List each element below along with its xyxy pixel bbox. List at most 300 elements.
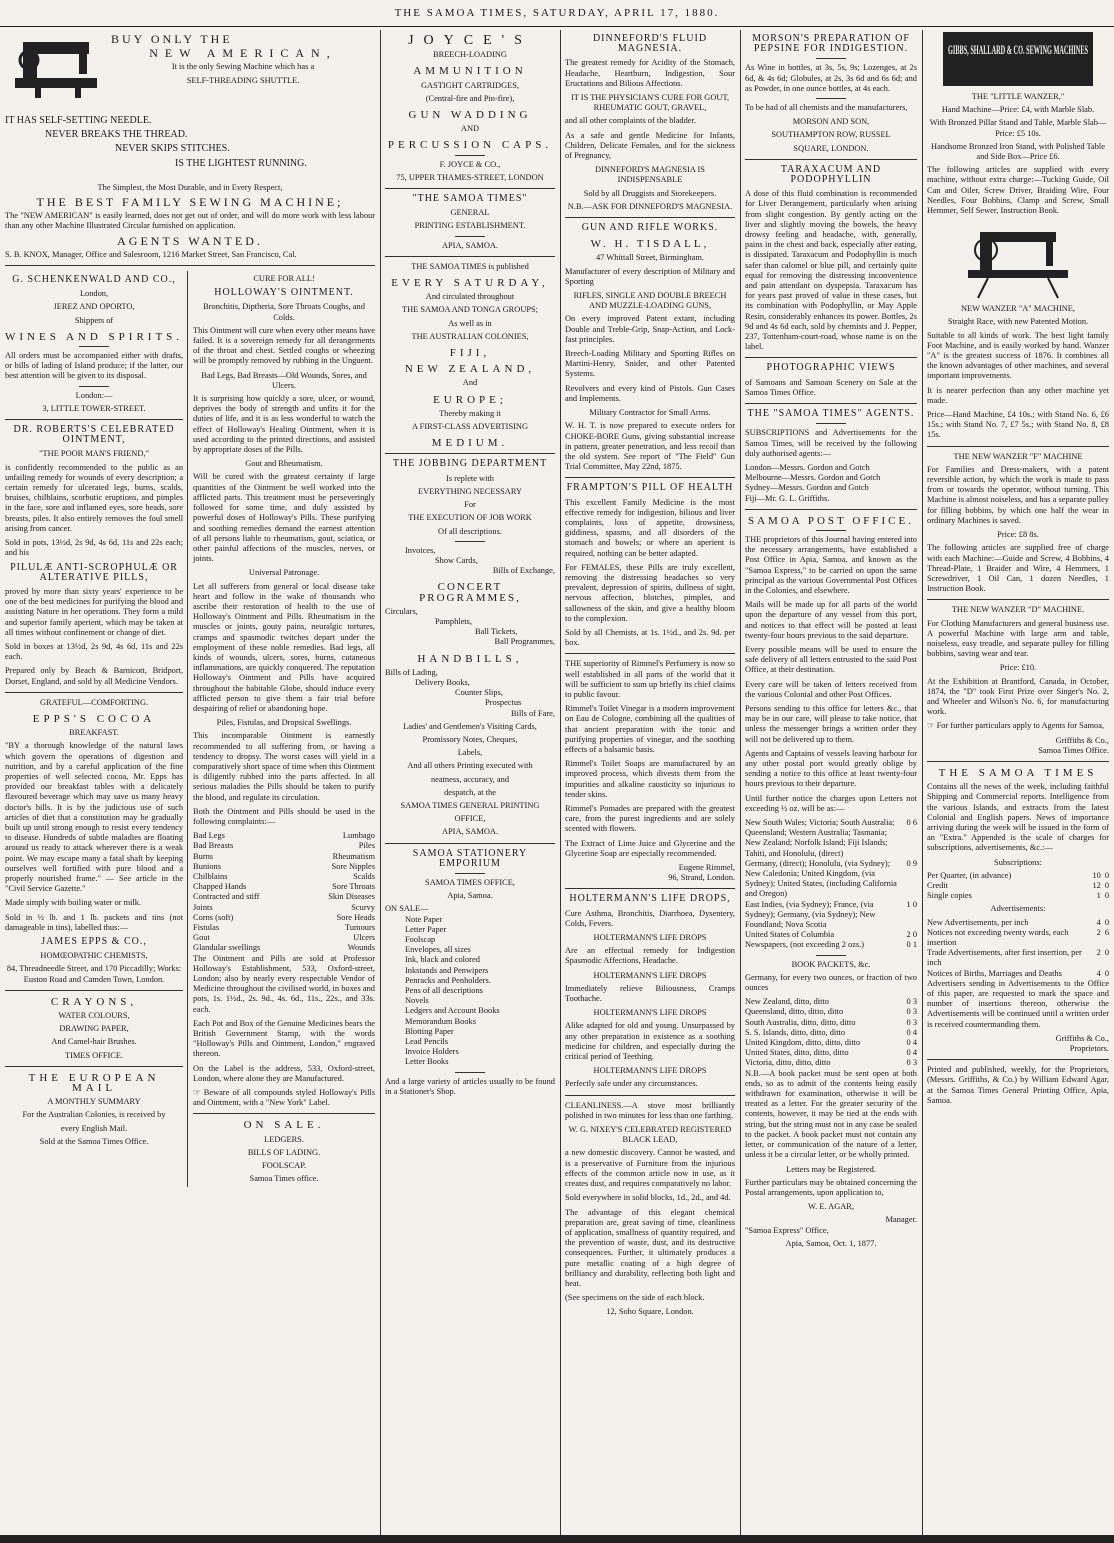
ad-text: W. G. NIXEY'S CELEBRATED REGISTERED BLACK LEAD, <box>568 1125 732 1145</box>
ad-heading: WINES AND SPIRITS. <box>5 330 184 343</box>
complaint-row-cell: Ulcers <box>353 933 375 943</box>
ad-heading: NEW ZEALAND, <box>404 363 536 376</box>
ad-signature: W. E. AGAR, <box>808 1202 854 1212</box>
complaint-row-cell: Joints <box>193 902 213 912</box>
ad-text: HOLTERMANN'S LIFE DROPS <box>593 970 707 980</box>
stationery-item: Ink, black and colored <box>405 955 480 965</box>
postal-rate-row-cell: United States of Columbia <box>745 930 835 940</box>
ad-heading: THE JOBBING DEPARTMENT <box>392 458 548 470</box>
postal-rate-row <box>745 930 917 940</box>
subscription-row-cell: 0 <box>1104 870 1109 880</box>
logo-text-line1: GIBBS, SHALLARD & CO. SEWING MACHINES <box>948 42 1088 57</box>
ad-heading: AMMUNITION <box>413 65 527 78</box>
ad-heading: CRAYONS, <box>50 995 138 1008</box>
book-rate-row <box>745 1048 917 1058</box>
ad-heading: THE BEST FAMILY SEWING MACHINE; <box>36 195 344 210</box>
ad-heading: JAMES EPPS & CO., <box>41 936 147 947</box>
agent-entry: London—Messrs. Gordon and Gotch <box>745 462 870 472</box>
ad-body: SUBSCRIPTIONS and Advertisements for the Samoa Times, will be received by the following duly authorised agents:— <box>745 428 917 458</box>
ad-body: It is nearer perfection than any other machine yet made. <box>927 385 1109 405</box>
ad-heading: ON SALE. <box>243 1119 325 1132</box>
ad-text: And all others Printing executed with <box>407 761 533 771</box>
ad-heading: W. H. TISDALL, <box>590 238 710 251</box>
subscription-row-cell: 1 <box>1096 891 1101 901</box>
complaint-row <box>193 841 375 851</box>
ad-body: On the Label is the address, 533, Oxford-street, London, where alone they are Manufactured. <box>193 1063 375 1083</box>
book-rates-table <box>745 997 917 1068</box>
ad-text: A MONTHLY SUMMARY <box>47 1097 141 1107</box>
advertisement-row-cell: 0 <box>1104 948 1109 958</box>
column-5 <box>742 30 920 1535</box>
agent-entry: Melbourne—Messrs. Gordon and Gotch <box>745 473 881 483</box>
complaint-row-cell: Glandular swellings <box>193 943 261 953</box>
ad-text: HOLTERMANN'S LIFE DROPS <box>593 1066 707 1076</box>
advertisement-row-cell: 0 <box>1104 968 1109 978</box>
ad-text: THE AUSTRALIAN COLONIES, <box>411 331 529 341</box>
complaint-row-cell: Rheumatism <box>332 851 375 861</box>
ad-text: THE SAMOA TIMES is published <box>411 261 529 271</box>
complaint-row <box>193 831 375 841</box>
complaint-row-cell: Fistulas <box>193 923 220 933</box>
complaint-row-cell: Gout <box>193 933 210 943</box>
ad-text: BILLS OF LADING. <box>247 1147 321 1157</box>
ad-text: Straight Race, with new Patented Motion. <box>947 317 1089 327</box>
ad-text: N.B.—ASK FOR DINNEFORD'S MAGNESIA. <box>567 201 733 211</box>
advertisement-row-cell: Notices not exceeding twenty words, each insertion <box>927 927 1069 947</box>
ad-body: a new domestic discovery. Cannot be wasted, and is a preservative of Furniture from the injurious effects of the common article now in use, as it creates dust, and requires comparatively no labor. <box>565 1148 735 1189</box>
ad-heading: JOYCE'S <box>408 33 532 48</box>
ad-body: Perfectly safe under any circumstances. <box>565 1079 698 1089</box>
ad-body: Breech-Loading Military and Sporting Rifles on Martini-Henry, Snider, and other Patented Systems. <box>565 349 735 379</box>
complaint-row <box>193 933 375 943</box>
ad-text: And circulated throughout <box>425 292 515 302</box>
ad-body: (See specimens on the side of each block. <box>565 1293 705 1303</box>
ad-heading: TARAXACUM AND PODOPHYLLIN <box>780 163 882 186</box>
postal-rate-row-cell: 0 9 <box>906 858 917 868</box>
ad-heading: SAMOA STATIONERY EMPORIUM <box>412 847 528 869</box>
subscription-row-cell: Credit <box>927 880 948 890</box>
ad-address: 96, Strand, London. <box>668 873 735 883</box>
subscription-row <box>927 871 1109 881</box>
ad-body: Sold by all Chemists, at 1s. 1½d., and 2s. 9d. per box. <box>565 627 735 648</box>
ad-heading: NEW WANZER "A" MACHINE, <box>961 304 1075 314</box>
postal-rate-row-cell: East Indies, (via Sydney); France, (via Sydney); Germany, (via Sydney); New Foundland; Nova Scotia <box>745 899 876 930</box>
ad-heading: PERCUSSION CAPS. <box>387 139 553 152</box>
postal-rate-row <box>745 818 917 859</box>
ad-text: Delivery Books, <box>415 677 470 687</box>
postal-rate-row-cell: Newspapers, (not exceeding 2 ozs.) <box>745 940 865 950</box>
ad-text: It is the only Sewing Machine which has a <box>171 62 315 72</box>
ad-text: SELF-THREADING SHUTTLE. <box>186 75 300 85</box>
stationery-item: Note Paper <box>405 914 443 924</box>
ad-text: HOLTERMANN'S LIFE DROPS <box>593 933 707 943</box>
column-3 <box>382 30 558 1535</box>
column-1 <box>2 30 378 1535</box>
subscription-row-cell: 0 <box>1104 880 1109 890</box>
ad-text: Bills of Lading, <box>385 667 438 677</box>
postal-rate-row-cell: 1 0 <box>906 899 917 909</box>
complaint-row-cell: Chapped Hands <box>193 882 247 892</box>
book-rate-row <box>745 1058 917 1068</box>
advertisement-row-cell: 4 <box>1096 968 1101 978</box>
ad-text: London, <box>79 289 109 299</box>
ad-body: Until further notice the charges upon Letters not exceeding ½ oz. will be as:— <box>745 793 917 813</box>
ad-text: Gout and Rheumatism. <box>245 459 323 469</box>
ad-body: It is surprising how quickly a sore, ulcer, or wound, deprives the body of strength and unfits it for the duties of life, and it is as less wonderful to watch the effect of Holloway's Healing Ointment, when it is used according to the printed directions, and assisted by appropriate doses of the Pills. <box>193 394 375 455</box>
postal-rate-row <box>745 859 917 900</box>
ad-feature: NEVER SKIPS STITCHES. <box>115 143 230 155</box>
ad-body: The "NEW AMERICAN" is easily learned, does not get out of order, and will do more work with less labour than any other Machine Illustrated Circular furnished on application. <box>5 211 375 231</box>
ad-text: Ladies' and Gentlemen's Visiting Cards, <box>403 721 537 731</box>
subscription-row-cell: Per Quarter, (in advance) <box>927 870 1012 880</box>
wanzer-machine-icon <box>958 220 1078 300</box>
ad-heading: GUN AND RIFLE WORKS. <box>581 222 719 234</box>
ad-body: of Samoans and Samoan Scenery on Sale at the Samoa Times Office. <box>745 377 917 397</box>
ad-body: Suitable to all kinds of work. The best light family Foot Machine, and is easily worked by hand. Wanzer "A" is the greatest success of 1876. It combines all the known advantages of other machines, and several important improvements. <box>927 330 1109 381</box>
ad-text: GRATEFUL—COMFORTING. <box>39 697 149 707</box>
subscription-row-cell: Single copies <box>927 891 972 901</box>
ad-signature: Griffiths & Co., <box>1055 735 1109 745</box>
ad-address: 3, LITTLE TOWER-STREET. <box>42 403 146 413</box>
ad-text: As well as in <box>448 318 492 328</box>
ad-text: DRAWING PAPER, <box>59 1024 129 1034</box>
complaint-row <box>193 862 375 872</box>
ad-body: N.B.—A book packet must be sent open at both ends, so as to admit of the contents being easily withdrawn for examination, otherwise it will be treated as a letter. For the greater security of the contents, however, it may be tied at the ends with string, but the string must not in any case be sealed to the packet. A book packet must not contain any letter, or communication of the nature of a letter, unless it be a circular letter, or be wholly printed. <box>745 1068 917 1160</box>
sewing-machines-logo <box>943 32 1093 86</box>
postal-rates-table <box>745 818 917 951</box>
postal-rate-row <box>745 900 917 931</box>
ad-text: Bills of Fare, <box>511 708 555 718</box>
book-rate-row-cell: 0 3 <box>906 1017 917 1027</box>
ad-body: Germany, for every two ounces, or fraction of two ounces <box>745 972 917 993</box>
agent-entry: Fiji—Mr. G. L. Griffiths. <box>745 493 830 503</box>
complaint-row-cell: Scalds <box>353 872 375 881</box>
ad-body: Price—Hand Machine, £4 10s.; with Stand No. 6, £6 15s.; with Stand No. 7, £7 5s.; with Stand No. 8, £8 15s. <box>927 410 1109 440</box>
stationery-item: Pens of all descriptions <box>405 986 483 996</box>
stationery-item: Lead Pencils <box>405 1037 449 1047</box>
stationery-item: Penracks and Penholders. <box>405 975 491 985</box>
book-rate-row <box>745 1018 917 1028</box>
ad-text: BREAKFAST. <box>69 728 119 738</box>
ad-body: Prepared only by Beach & Barnicott, Bridport, Dorset, England, and sold by all Medicine Vendors. <box>5 666 184 686</box>
stationery-item: Memorandum Books <box>405 1016 476 1026</box>
agent-entry: Sydney—Messrs. Gordon and Gotch <box>745 483 869 493</box>
book-rate-row-cell: S. S. Islands, ditto, ditto, ditto <box>745 1027 846 1037</box>
ad-text: Bronchitis, Diptheria, Sore Throats Coughs, and Colds. <box>203 302 365 322</box>
complaints-list <box>193 831 375 953</box>
ad-body: Let all sufferers from general or local disease take heart and follow in the wake of thousands who ascribe their restoration of health to the use of Holloway's Ointment and Pills. Rheumatism in the muscles or joints, gouty pains, neuralgic tortures, cramps and spasmodic twitches depart under the employment of these noble remedies. Bad legs, all kinds of wounds, ulcers, sores, burns, cutaneous inflammations, are quickly conquered. The reputation Holloway's Ointment and Pills have acquired throughout the habitable Globe, should induce every afflicted person to give them a fair trial before despairing of relief or abandoning hope. <box>193 581 375 713</box>
ad-body: This Ointment will cure when every other means have failed. It is a sovereign remedy for all derangements of the throat and chest. Settled coughs or wheezing will be promptly removed by rubbing in the Unguent. <box>193 325 375 366</box>
advertisement-row-cell: 4 <box>1096 917 1101 927</box>
ad-feature: IT HAS SELF-SETTING NEEDLE. <box>5 115 152 126</box>
subscription-row <box>927 891 1109 901</box>
ad-text: SQUARE, LONDON. <box>793 143 869 153</box>
book-rate-row-cell: Victoria, ditto, ditto, ditto <box>745 1058 831 1068</box>
column-1a <box>5 271 188 1187</box>
advertisement-row-cell: 0 <box>1104 917 1109 927</box>
book-rate-row-cell: 0 3 <box>906 1058 917 1068</box>
ad-heading: THE "LITTLE WANZER," <box>971 92 1065 101</box>
complaint-row-cell: Sore Nipples <box>331 861 375 871</box>
ad-body: The Ointment and Pills are sold at Professor Holloway's Establishment, 533, Oxford-street, London; also by nearly every respectable Vendor of Medicine throughout the civilised world, in boxes and pots, 1s. 1½d., 2s. 9d., 4s. 6d., 11s., 22s., and 33s. each. <box>193 953 375 1014</box>
ad-text: despatch, at the <box>444 787 496 797</box>
complaint-row-cell: Skin Diseases <box>328 892 375 902</box>
ad-text: And <box>462 378 478 388</box>
book-rate-row <box>745 1028 917 1038</box>
ad-text: Of all descriptions. <box>438 526 502 536</box>
ad-text: FOOLSCAP. <box>262 1161 307 1171</box>
complaint-row <box>193 872 375 882</box>
complaint-row <box>193 882 375 892</box>
complaint-row-cell: Lumbago <box>342 831 375 841</box>
ad-body: ☞ For further particulars apply to Agents for Samoa, <box>927 721 1105 731</box>
ad-body: Made simply with boiling water or milk. <box>5 898 142 908</box>
ad-text: every English Mail. <box>60 1123 128 1133</box>
ad-text: THE SAMOA AND TONGA GROUPS; <box>401 305 539 315</box>
ad-body: Rimmel's Toilet Vinegar is a modern improvement on Eau de Cologne, combining all the qualities of that ancient preparation with the tonic and purifying properties of vinegar, and the soothing effects of a balsamic basis. <box>565 704 735 754</box>
ad-body: For Families and Dress-makers, with a patent reversible action, by which the work is made to pass from or towards the operator, without turning. This Machine is almost noiseless, and has a separate pulley for filling bobbins, by which one half the wear in ordinary Machines is saved. <box>927 464 1109 525</box>
advertisement-row <box>927 969 1109 979</box>
ad-body: And a large variety of articles usually to be found in a Stationer's Shop. <box>385 1076 555 1096</box>
ad-text: Labels, <box>457 748 483 758</box>
stationery-item: Letter Books <box>405 1057 449 1067</box>
ad-text: Counter Slips, <box>455 688 503 698</box>
ad-text: Show Cards, <box>435 555 478 565</box>
ad-feature: IS THE LIGHTEST RUNNING. <box>175 157 307 169</box>
ad-text: THE EXECUTION OF JOB WORK <box>408 513 532 523</box>
ad-body: Contains all the news of the week, including faithful Shipping and Commercial reports. Intelligence from the various Islands, and extracts from the latest Colonial and English papers. News of importance arriving during the week will be issued in the form of an "Extra." Appended is the scale of charges for subscriptions, advertisements, &c.:— <box>927 782 1109 853</box>
ad-text: Shippers of <box>74 315 114 325</box>
ad-body: Manufacturer of every description of Military and Sporting <box>565 266 735 286</box>
ad-text: JEREZ AND OPORTO, <box>53 302 135 312</box>
book-rate-row-cell: 0 3 <box>906 1007 917 1017</box>
ad-heading: DINNEFORD'S FLUID MAGNESIA. <box>592 33 708 55</box>
ad-text: With Bronzed Pillar Stand and Table, Marble Slab—Price: £5 10s. <box>929 118 1107 138</box>
ad-body: THE proprietors of this Journal having entered into the necessary arrangements, have established a Post Office in Apia, Samoa, and known as the "Samoa Express," to be carried on upon the same principal as the various Governmental Post Offices in the Colonies, and elsewhere. <box>745 534 917 595</box>
ad-body: The following articles are supplied free of charge with each Machine:—Guide and Screw, 4 Bobbins, 4 Thread-Plate, 1 Braider and Wire, 4 Hemmers, 1 Screwdriver, 1 Oil Can, 1 dozen Needles, 1 Instruction Book. <box>927 543 1109 594</box>
ad-body: As a safe and gentle Medicine for Infants, Children, Delicate Females, and for the sickness of Pregnancy, <box>565 130 735 161</box>
advertisement-row-cell: Trade Advertisements, after first insertion, per inch <box>927 948 1082 968</box>
ad-text: Samoa Times office. <box>249 1174 319 1184</box>
postal-rate-row <box>745 940 917 950</box>
ad-text: Sold at the Samoa Times Office. <box>39 1136 149 1146</box>
ad-body: ☞ Beware of all compounds styled Holloway's Pills and Ointment, with a "New York" Label. <box>193 1088 375 1108</box>
ad-text: Advertisements: <box>990 904 1046 914</box>
ad-address: 75, UPPER THAMES-STREET, LONDON <box>396 172 544 182</box>
advertisement-row-cell: Notices of Births, Marriages and Deaths <box>927 968 1062 978</box>
ad-body: All orders must be accompanied either with drafts, or bills of lading of Island produce; if the latter, our best attention will be given to its disposal. <box>5 351 184 381</box>
ad-body: The Extract of Lime Juice and Glycerine and the Glycerine Soap are especially recommended. <box>565 838 735 858</box>
ad-text: Thereby making it <box>439 408 501 418</box>
ad-text: Sold by all Druggists and Storekeepers. <box>583 188 717 198</box>
ad-date: Apia, Samoa, Oct. 1, 1877. <box>785 1238 877 1248</box>
advertisement-row <box>927 928 1109 948</box>
ad-signature: Eugene Rimmel, <box>678 863 735 873</box>
complaint-row-cell: Corns (soft) <box>193 912 234 922</box>
ad-body: The greatest remedy for Acidity of the Stomach, Headache, Heartburn, Indigestion, Sour Eructations and Bilious Affections. <box>565 58 735 88</box>
ad-text: Pamphlets, <box>435 616 472 626</box>
ad-text: Letters may be Registered. <box>786 1164 876 1174</box>
ad-text: Prospectus <box>485 698 522 708</box>
ad-body: This excellent Family Medicine is the most effective remedy for indigestion, bilious and liver complaints, loss of appetite, drowsiness, giddiness, spasms, and all disorders of the stomach and bowels; or where an aperient is required, nothing can be better adapted. <box>565 497 735 558</box>
ad-title: BUY ONLY THE <box>111 32 233 46</box>
ad-text: F. JOYCE & CO., <box>439 159 501 169</box>
subscriptions-table <box>927 871 1109 902</box>
complaint-row-cell: Sore Throats <box>332 882 375 892</box>
ad-heading: GUN WADDING <box>408 109 532 122</box>
complaint-row <box>193 923 375 933</box>
stationery-item: Invoice Holders <box>405 1047 459 1057</box>
complaint-row-cell: Contracted and stiff <box>193 892 260 902</box>
ad-body: Each Pot and Box of the Genuine Medicines bears the British Government Stamp, with the words "Holloway's Pills and Ointment, London," engraved thereon. <box>193 1018 375 1059</box>
ad-text: LEDGERS. <box>264 1134 304 1144</box>
ad-text: Bills of Exchange, <box>492 566 555 576</box>
ad-body: This incomparable Ointment is earnestly recommended to all suffering from, or having a tendency to dropsy. The worst cases will yield in a comparatively short space of time when this Ointment is diligently rubbed into the parts affected. In all serious maladies the Pills should be taken to purify the blood, and regulate its circulation. <box>193 731 375 802</box>
ad-body: The following articles are supplied with every machine, without extra charge:—Tucking Guide, Oil Can and Oiler, Screw Driver, Braiding Wire, Four Needles, Four Bobbins, Clamp and Screw, Small Hemmer, Self Sewer, Instruction Book. <box>927 165 1109 216</box>
ad-body: Are an effectual remedy for Indigestion Spasmodic Affections, Headache. <box>565 946 735 966</box>
ad-body: proved by more than sixty years' experience to be one of the best medicines for purifying the blood and assisting Nature in her operations. They form a mild and superior family aperient, which may be taken at all times without confinement or change of diet. <box>5 586 184 637</box>
book-rate-row-cell: Queensland, ditto, ditto, ditto <box>745 1007 844 1017</box>
postal-rate-row-cell: 0 1 <box>906 940 917 950</box>
complaint-row <box>193 852 375 862</box>
ad-text: And Camel-hair Brushes. <box>51 1037 137 1047</box>
ad-text: Handsome Bronzed Iron Stand, with Polished Table and Side Box—Price £6. <box>931 141 1105 162</box>
complaint-row-cell: Burns <box>193 851 214 861</box>
stationery-item: Blotting Paper <box>405 1026 454 1036</box>
book-rate-row-cell: New Zealand, ditto, ditto <box>745 997 829 1007</box>
ad-text: GENERAL <box>450 208 490 218</box>
book-rate-row-cell: 0 4 <box>906 1038 917 1048</box>
ad-text: Circulars, <box>385 606 418 616</box>
ad-heading: THE SAMOA TIMES <box>938 766 1098 779</box>
advertisement-row-cell: New Advertisements, per inch <box>927 917 1029 927</box>
ad-text: Price: £10. <box>999 663 1037 673</box>
ad-body: Mails will be made up for all parts of the world upon the departure of any vessel from this port, and notices to that effect will be posted at least twenty-four hours previous to the said departure. <box>745 600 917 640</box>
ad-body: and all other complaints of the bladder. <box>565 116 696 126</box>
ad-text: GASTIGHT CARTRIDGES, <box>421 80 519 90</box>
ad-body: Advertisers sending in Advertisements to the Office of this paper, are requested to mark the space and number of insertions thereon, otherwise the Advertisements will be continued until a written order is received countermanding them. <box>927 978 1109 1029</box>
ad-heading: G. SCHENKENWALD AND CO., <box>12 274 176 286</box>
ad-body: is confidently recommended to the public as an unfailing remedy for wounds of every description; a certain remedy for ulcerated legs, burns, scalds, bruises, chilblains, scorbutic eruptions, and pimples in the face, sore and inflamed eyes, sore heads, sore breasts, piles. It also entirely removes the foul smell arising from cancer. <box>5 462 184 533</box>
ad-text: For the Australian Colonies, is received by <box>22 1110 166 1120</box>
postal-rate-row-cell: Germany, (direct); Honolulu, (via Sydney); New Caledonia; United Kingdom, (via Sydney); United States, (including California and Oregon) <box>745 858 897 899</box>
ad-heading: MORSON'S PREPARATION OF PEPSINE FOR INDIGESTION. <box>752 33 910 55</box>
ad-brand: NEW AMERICAN, <box>149 46 337 61</box>
ad-body: On every improved Patent extant, including Double and Treble-Grip, Snap-Action, and Lock-fast principles. <box>565 314 735 344</box>
ad-body: To be had of all chemists and the manufacturers, <box>745 103 908 113</box>
stationery-item: Foolscap <box>405 935 436 944</box>
ad-text: London:— <box>75 390 113 400</box>
ad-heading: EVERY SATURDAY, <box>391 277 549 290</box>
ad-body: Sold in boxes at 13½d, 2s 9d, 4s 6d, 11s and 22s each. <box>5 641 184 662</box>
ad-text: Price: £8 8s. <box>997 530 1039 540</box>
ad-heading: EPPS'S COCOA <box>32 712 156 725</box>
ad-feature: NEVER BREAKS THE THREAD. <box>45 129 188 141</box>
ad-text: HOLTERMANN'S LIFE DROPS <box>593 1008 707 1018</box>
ad-text: (Central-fire and Pin-fire), <box>425 93 515 103</box>
ad-text: IT IS THE PHYSICIAN'S CURE FOR GOUT, RHEUMATIC GOUT, GRAVEL, <box>570 93 730 113</box>
book-rate-row <box>745 1038 917 1048</box>
ad-heading: DR. ROBERTS'S CELEBRATED OINTMENT, <box>13 424 175 446</box>
ad-text: Subscriptions: <box>994 857 1042 867</box>
advertisement-row-cell: 2 <box>1096 948 1101 958</box>
stationery-item: Novels <box>405 996 429 1006</box>
ad-heading: FRAMPTON'S PILL OF HEALTH <box>566 482 734 494</box>
ad-heading: THE NEW WANZER "D" MACHINE. <box>951 605 1085 615</box>
complaint-row-cell: Bad Legs <box>193 831 225 841</box>
ad-text: Bad Legs, Bad Breasts—Old Wounds, Sores, and Ulcers. <box>201 370 367 390</box>
ad-text: Manager. <box>885 1215 917 1225</box>
ad-text: Ball Tickets, <box>475 627 518 637</box>
ad-text: Apia, Samoa. <box>447 891 493 901</box>
complaint-row-cell: Tumours <box>345 923 375 933</box>
ad-text: neatness, accuracy, and <box>430 774 510 784</box>
ad-heading: HOLLOWAY'S OINTMENT. <box>214 287 354 299</box>
ad-body: W. H. T. is now prepared to execute orders for CHOKE-BORE Guns, giving substantial increase in pattern, greater penetration, and less recoil than the old system. See report of "The Field" Gun Trial Committee, May 22nd, 1875. <box>565 421 735 472</box>
ad-heading: "THE SAMOA TIMES" <box>412 193 528 205</box>
book-rate-row-cell: 0 4 <box>906 1027 917 1037</box>
book-rate-row-cell: 0 4 <box>906 1048 917 1058</box>
ad-heading: EUROPE; <box>433 393 507 406</box>
ad-text: Is replete with <box>446 473 494 483</box>
stationery-item: Envelopes, all sizes <box>405 945 471 955</box>
ad-text: For <box>464 500 476 510</box>
ad-body: Both the Ointment and Pills should be used in the following complaints:— <box>193 806 375 826</box>
ad-heading: HOLTERMANN'S LIFE DROPS, <box>569 893 731 905</box>
ad-body: For Clothing Manufacturers and general business use. A powerful Machine with large arm and table, noiseless, easy treadle, and separate pulley for filling bobbins, saving wear and tear. <box>927 618 1109 659</box>
ad-heading: AGENTS WANTED. <box>117 233 263 248</box>
ad-text: Hand Machine—Price: £4, with Marble Slab. <box>941 105 1095 115</box>
complaint-row-cell: Wounds <box>347 943 375 953</box>
sewing-machine-icon <box>5 32 105 100</box>
ad-text: DINNEFORD'S MAGNESIA IS INDISPENSABLE <box>595 165 705 185</box>
postal-rate-row-cell: New South Wales; Victoria; South Australia; Queensland; Western Australia; Tasmania; New Zealand; Norfolk Island; Fiji Islands; Tahiti, and Honolulu, (direct) <box>745 818 895 858</box>
ad-text: APIA, SAMOA. <box>441 827 499 837</box>
subscription-row <box>927 881 1109 891</box>
book-rate-row <box>745 1007 917 1017</box>
ad-text: A FIRST-CLASS ADVERTISING <box>412 422 528 432</box>
complaint-row-cell: Bad Breasts <box>193 841 234 851</box>
ad-heading: HANDBILLS, <box>417 652 523 665</box>
postal-rate-row-cell: 2 0 <box>906 930 917 940</box>
ad-text: APIA, SAMOA. <box>441 240 499 250</box>
ad-body: Cure Asthma, Bronchitis, Diarrhoea, Dysentery, Colds, Fevers. <box>565 908 735 928</box>
book-rate-row-cell: United Kingdom, ditto, ditto, ditto <box>745 1038 861 1048</box>
advertisements-table <box>927 918 1109 979</box>
ad-body: Every possible means will be used to ensure the safe delivery of all letters entrusted to the said Post Office, at their destination. <box>745 644 917 675</box>
ad-text: OFFICE, <box>454 814 486 824</box>
ad-body: Agents and Captains of vessels leaving harbour for any other postal port would greatly oblige by sending a notice to this office at least twenty-four hours previous to their departure. <box>745 748 917 789</box>
subscription-row-cell: 10 <box>1092 870 1101 880</box>
complaint-row-cell: Chilblains <box>193 872 228 881</box>
ad-heading: PILULÆ ANTI-SCROPHULÆ OR ALTERATIVE PILLS, <box>10 561 178 583</box>
ad-body: Rimmel's Pomades are prepared with the greatest care, from the purest ingredients and are solely scented with flowers. <box>565 804 735 834</box>
advertisement-row <box>927 918 1109 928</box>
book-rate-row-cell: 0 3 <box>906 997 917 1007</box>
complaint-row-cell: Scurvy <box>351 902 375 912</box>
ad-heading: MEDIUM. <box>431 437 509 450</box>
ad-body: For FEMALES, these Pills are truly excellent, removing the distressing headaches so very prevalent, depression of spirits, dullness of sight, nervous affection, blotches, pimples, and sallowness of the skin, and give a healthy bloom to the complexion. <box>565 562 735 623</box>
ad-body: Persons sending to this office for letters &c., that may be in our care, will please to take notice, that unless the messenger brings a written order they will not be delivered up to them. <box>745 703 917 744</box>
ad-body: The advantage of this elegant chemical preparation are, great saving of time, cleanliness of application, smallness of quantity required, and the prevention of waste, dust, and its destructive consequences. Further, it ultimately produces a pure metallic coating of a high degree of brilliancy and durability, reflecting both light and heat. <box>565 1207 735 1288</box>
ad-heading: CONCERT PROGRAMMES, <box>419 581 521 604</box>
complaint-row <box>193 903 375 913</box>
ad-body: Sold in ½ lb. and 1 lb. packets and tins (not damageable in tins), labelled thus:— <box>5 912 184 932</box>
masthead: THE SAMOA TIMES, SATURDAY, APRIL 17, 1880. <box>0 0 1114 27</box>
ad-text: "THE POOR MAN'S FRIEND," <box>39 449 149 459</box>
ad-text: WATER COLOURS, <box>58 1011 130 1021</box>
ad-heading: THE NEW WANZER "F" MACHINE <box>953 451 1083 461</box>
